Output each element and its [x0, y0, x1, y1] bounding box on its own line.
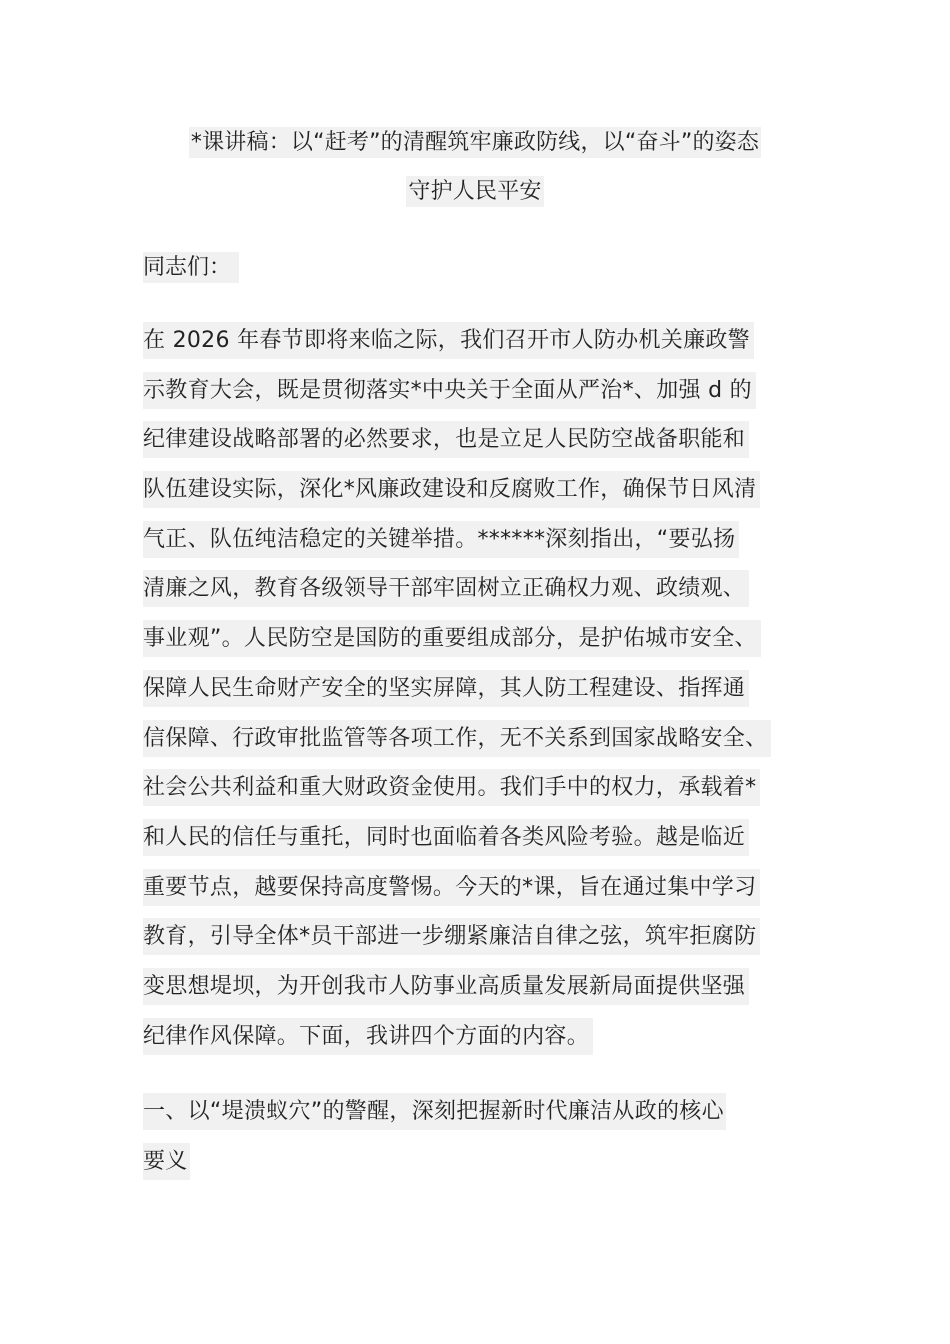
paragraph-line: 变思想堤坝，为开创我市人防事业高质量发展新局面提供坚强: [143, 962, 843, 1012]
paragraph-line: 在 2026 年春节即将来临之际，我们召开市人防办机关廉政警: [143, 316, 843, 366]
paragraph-line: 社会公共利益和重大财政资金使用。我们手中的权力，承载着*: [143, 763, 843, 813]
paragraph-line: 气正、队伍纯洁稳定的关键举措。******深刻指出，“要弘扬: [143, 515, 843, 565]
paragraph-line: 保障人民生命财产安全的坚实屏障，其人防工程建设、指挥通: [143, 664, 843, 714]
paragraph-line: 示教育大会，既是贯彻落实*中央关于全面从严治*、加强 d 的: [143, 366, 843, 416]
section-heading: [143, 1087, 843, 1186]
title-line-2: 守护人民平安: [143, 167, 807, 216]
paragraph-line: 重要节点，越要保持高度警惕。今天的*课，旨在通过集中学习: [143, 863, 843, 913]
document-title: [143, 118, 807, 216]
paragraph-line: 信保障、行政审批监管等各项工作，无不关系到国家战略安全、: [143, 714, 843, 764]
paragraph-line: 队伍建设实际，深化*风廉政建设和反腐败工作，确保节日风清: [143, 465, 843, 515]
paragraph-line: 教育，引导全体*员干部进一步绷紧廉洁自律之弦，筑牢拒腐防: [143, 912, 843, 962]
section-heading-line-2: 要义: [143, 1137, 843, 1187]
paragraph-line: 事业观”。人民防空是国防的重要组成部分，是护佑城市安全、: [143, 614, 843, 664]
section-heading-line-1: 一、以“堤溃蚁穴”的警醒，深刻把握新时代廉洁从政的核心: [143, 1087, 843, 1137]
paragraph-line: 纪律作风保障。下面，我讲四个方面的内容。: [143, 1012, 843, 1062]
paragraph-line: 清廉之风，教育各级领导干部牢固树立正确权力观、政绩观、: [143, 564, 843, 614]
intro-paragraph: [143, 316, 843, 1061]
paragraph-line: 纪律建设战略部署的必然要求，也是立足人民防空战备职能和: [143, 415, 843, 465]
salutation: 同志们：: [143, 243, 239, 292]
title-line-1: *课讲稿：以“赶考”的清醒筑牢廉政防线，以“奋斗”的姿态: [143, 118, 807, 167]
paragraph-line: 和人民的信任与重托，同时也面临着各类风险考验。越是临近: [143, 813, 843, 863]
